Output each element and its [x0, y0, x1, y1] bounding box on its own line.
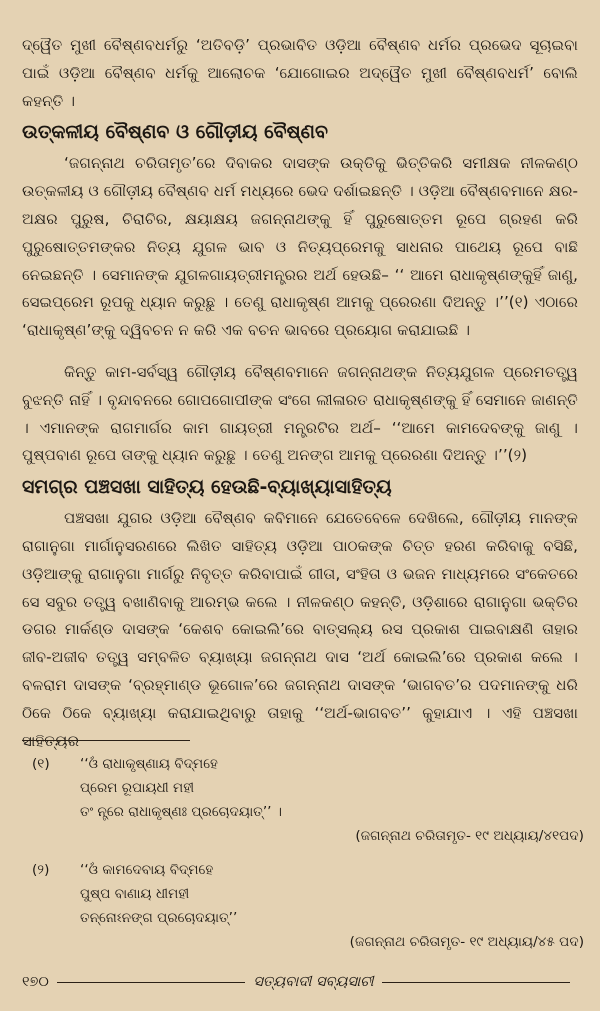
intro-text: ଦ୍ୱୈତ ମୁଖୀ ବୈଷ୍ଣବଧର୍ମରୁ ‘ଅତିବଡ଼ି’ ପ୍ରଭାବିତ ଓଡ଼ିଆ ବୈଷ୍ଣବ ଧର୍ମର ପ୍ରଭେଦ ସୂଚାଇବା ପାଇଁ ଓଡ଼ିଆ ବୈଷ୍ଣବ ଧର୍ମକୁ ଆଲୋଚକ ‘ଯୋଗୋଇର ଅଦ୍ୱୈତ ମୁଖୀ ବୈଷ୍ଣବଧର୍ମ’ ବୋଲି କହନ୍ତି । [22, 36, 578, 110]
footer-rule-left [57, 982, 245, 983]
verse-line: ପୁଷ୍ପ ବାଣାୟ ଧୀମହୀ [80, 886, 190, 902]
footnote-divider [22, 740, 190, 741]
section2-body [22, 505, 578, 755]
footnote-number: (୧) [32, 756, 50, 772]
verse-line: ତଂ ନ୍ତ୍ରେ ରାଧାକୃଷ୍ଣଃ ପ୍ରଚୋଦୟାତ୍’’ । [80, 804, 282, 820]
section2-paragraph-1: ପଞ୍ଚସଖା ଯୁଗର ଓଡ଼ିଆ ବୈଷ୍ଣବ କବିମାନେ ଯେତେବେଳେ ଦେଖିଲେ, ଗୌଡ଼ୀୟ ମାନଙ୍କ ରାଗାନୁଗା ମାର୍ଗାନୁସରଣରେ ଲିଖିତ ସାହିତ୍ୟ ଓଡ଼ିଆ ପାଠକଙ୍କ ଚିତ୍ତ ହରଣ କରିବାକୁ ବସିଛି, ଓଡ଼ିଆଙ୍କୁ ରାଗାନୁଗା ମାର୍ଗରୁ ନିବୃତ୍ତ କରିବାପାଇଁ ଗୀତା, ସଂହିତା ଓ ଭଜନ ମାଧ୍ୟମରେ ସଂକେତରେ ସେ ସବୁର ତତ୍ତ୍ୱ ବଖାଣିବାକୁ ଆରମ୍ଭ କଲେ । ନୀଳକଣ୍ଠ କହନ୍ତି, ଓଡ଼ିଶାରେ ରାଗାନୁଗା ଭକ୍ତିର ଡଗର ମାର୍କଣ୍ଡ ଦାସଙ୍କ ‘କେଶବ କୋଇଲି’ରେ ବାତ୍ସଲ୍ୟ ରସ ପ୍ରକାଶ ପାଇବାକ୍ଷଣି ତାହାର ଜୀବ-ଅଜୀବ ତତ୍ତ୍ୱ ସମ୍ବଳିତ ବ୍ୟାଖ୍ୟା ଜଗନ୍ନାଥ ଦାସ ‘ଅର୍ଥ କୋଇଲି’ରେ ପ୍ରକାଶ କଲେ । ବଳରାମ ଦାସଙ୍କ ‘ବ୍ରହ୍ମାଣ୍ଡ ଭୂଗୋଳ’ରେ ଜଗନ୍ନାଥ ଦାସଙ୍କ ‘ଭାଗବତ’ର ପଦମାନଙ୍କୁ ଧରି ଠିକେ ଠିକେ ବ୍ୟାଖ୍ୟା କରାଯାଇଥିବାରୁ ତାହାକୁ ‘‘ଅର୍ଥ-ଭାଗବତ’’ କୁହାଯାଏ । ଏହି ପଞ୍ଚସଖା ସାହିତ୍ୟର [22, 509, 578, 750]
section1-paragraph-1: ‘ଜଗନ୍ନାଥ ଚରିତାମୃତ’ରେ ଦିବାକର ଦାସଙ୍କ ଉକ୍ତିକୁ ଭିତ୍ତିକରି ସମୀକ୍ଷକ ନୀଳକଣ୍ଠ ଉତ୍କଳୀୟ ଓ ଗୌଡ଼ୀୟ ବୈଷ୍ଣବ ଧର୍ମ ମଧ୍ୟରେ ଭେଦ ଦର୍ଶାଇଛନ୍ତି । ଓଡ଼ିଆ ବୈଷ୍ଣବମାନେ କ୍ଷର-ଅକ୍ଷର ପୁରୁଷ, ଚିରାଚିର, କ୍ଷୟାକ୍ଷୟ ଜଗନ୍ନାଥଙ୍କୁ ହିଁ ପୁରୁଷୋତ୍ତମ ରୂପେ ଗ୍ରହଣ କରି ପୁରୁଷୋତ୍ତମଙ୍କର ନିତ୍ୟ ଯୁଗଳ ଭାବ ଓ ନିତ୍ୟପ୍ରେମକୁ ସାଧନାର ପାଥେୟ ରୂପେ ବାଛି ନେଇଛନ୍ତି । ସେମାନଙ୍କ ଯୁଗଳଗାୟତ୍ରୀମନ୍ତ୍ରର ଅର୍ଥ ହେଉଛି– ‘‘ ଆମେ ରାଧାକୃଷ୍ଣଙ୍କୁହିଁ ଜାଣୁ, ସେଇପ୍ରେମ ରୂପକୁ ଧ୍ୟାନ କରୁଛୁ । ତେଣୁ ରାଧାକୃଷ୍ଣ ଆମକୁ ପ୍ରେରଣା ଦିଅନ୍ତୁ ।’’(୧) ଏଠାରେ ‘ରାଧାକୃଷ୍ଣ’ଙ୍କୁ ଦ୍ୱିବଚନ ନ କରି ଏକ ବଚନ ଭାବରେ ପ୍ରୟୋଗ କରାଯାଇଛି । [22, 154, 578, 340]
footnote-verse [80, 752, 584, 824]
page-footer [22, 970, 578, 994]
footnote-source: (ଜଗନ୍ନାଥ ଚରିତାମୃତ- ୧୯ ଅଧ୍ୟାୟ/୪୫ ପଦ) [349, 934, 584, 950]
section1-paragraph-2: କିନ୍ତୁ କାମ-ସର୍ବସ୍ୱ ଗୌଡ଼ୀୟ ବୈଷ୍ଣବମାନେ ଜଗନ୍ନାଥଙ୍କ ନିତ୍ୟଯୁଗଳ ପ୍ରେମତତ୍ତ୍ୱ ବୁଝନ୍ତି ନାହିଁ । ବୃନ୍ଦାବନରେ ଗୋପଗୋପୀଙ୍କ ସଂଗେ ଲୀଳାରତ ରାଧାକୃଷ୍ଣଙ୍କୁ ହିଁ ସେମାନେ ଜାଣନ୍ତି । ଏମାନଙ୍କ ରାଗମାର୍ଗର କାମ ଗାୟତ୍ରୀ ମନ୍ତ୍ରଟିର ଅର୍ଥ– ‘‘ଆମେ କାମଦେବଙ୍କୁ ଜାଣୁ । ପୁଷ୍ପବାଣ ରୂପେ ତାଙ୍କୁ ଧ୍ୟାନ କରୁଛୁ । ତେଣୁ ଅନଙ୍ଗ ଆମକୁ ପ୍ରେରଣା ଦିଅନ୍ତୁ ।’’(୨) [22, 362, 578, 465]
footnote-source: (ଜଗନ୍ନାଥ ଚରିତାମୃତ- ୧୯ ଅଧ୍ୟାୟ/୪୧ପଦ) [355, 828, 584, 844]
footnote-verse [80, 858, 584, 930]
verse-line: ପ୍ରେମ ରୂପାୟଧୀ ମହୀ [80, 780, 195, 796]
page-number: ୧୭୦ [22, 974, 49, 990]
footnote-1 [32, 752, 584, 848]
section-heading-utkaliya-gaudiya: ଉତ୍କଳୀୟ ବୈଷ୍ଣବ ଓ ଗୌଡ଼ୀୟ ବୈଷ୍ଣବ [22, 121, 328, 144]
section1-body [22, 150, 578, 470]
footnote-2 [32, 858, 584, 954]
footnote-number: (୨) [32, 862, 50, 878]
section-heading-panchasakha: ସମଗ୍ର ପଞ୍ଚସଖା ସାହିତ୍ୟ ହେଉଛି-ବ୍ୟାଖ୍ୟାସାହିତ୍ୟ [22, 476, 392, 499]
footer-rule-right [382, 982, 570, 983]
book-title: ସତ୍ୟବାଦୀ ସବ୍ୟସାଚୀ [253, 974, 374, 990]
verse-line: ତନ୍ନୋଽନଙ୍ଗ ପ୍ରଚୋଦୟାତ୍’’ [80, 910, 238, 926]
verse-line: ‘‘ଓଁ ରାଧାକୃଷ୍ଣାୟ ବିଦ୍ମହେ [80, 756, 218, 772]
intro-paragraph [22, 32, 578, 115]
verse-line: ‘‘ଓଁ କାମଦେବାୟ ବିଦ୍ମହେ [80, 862, 214, 878]
